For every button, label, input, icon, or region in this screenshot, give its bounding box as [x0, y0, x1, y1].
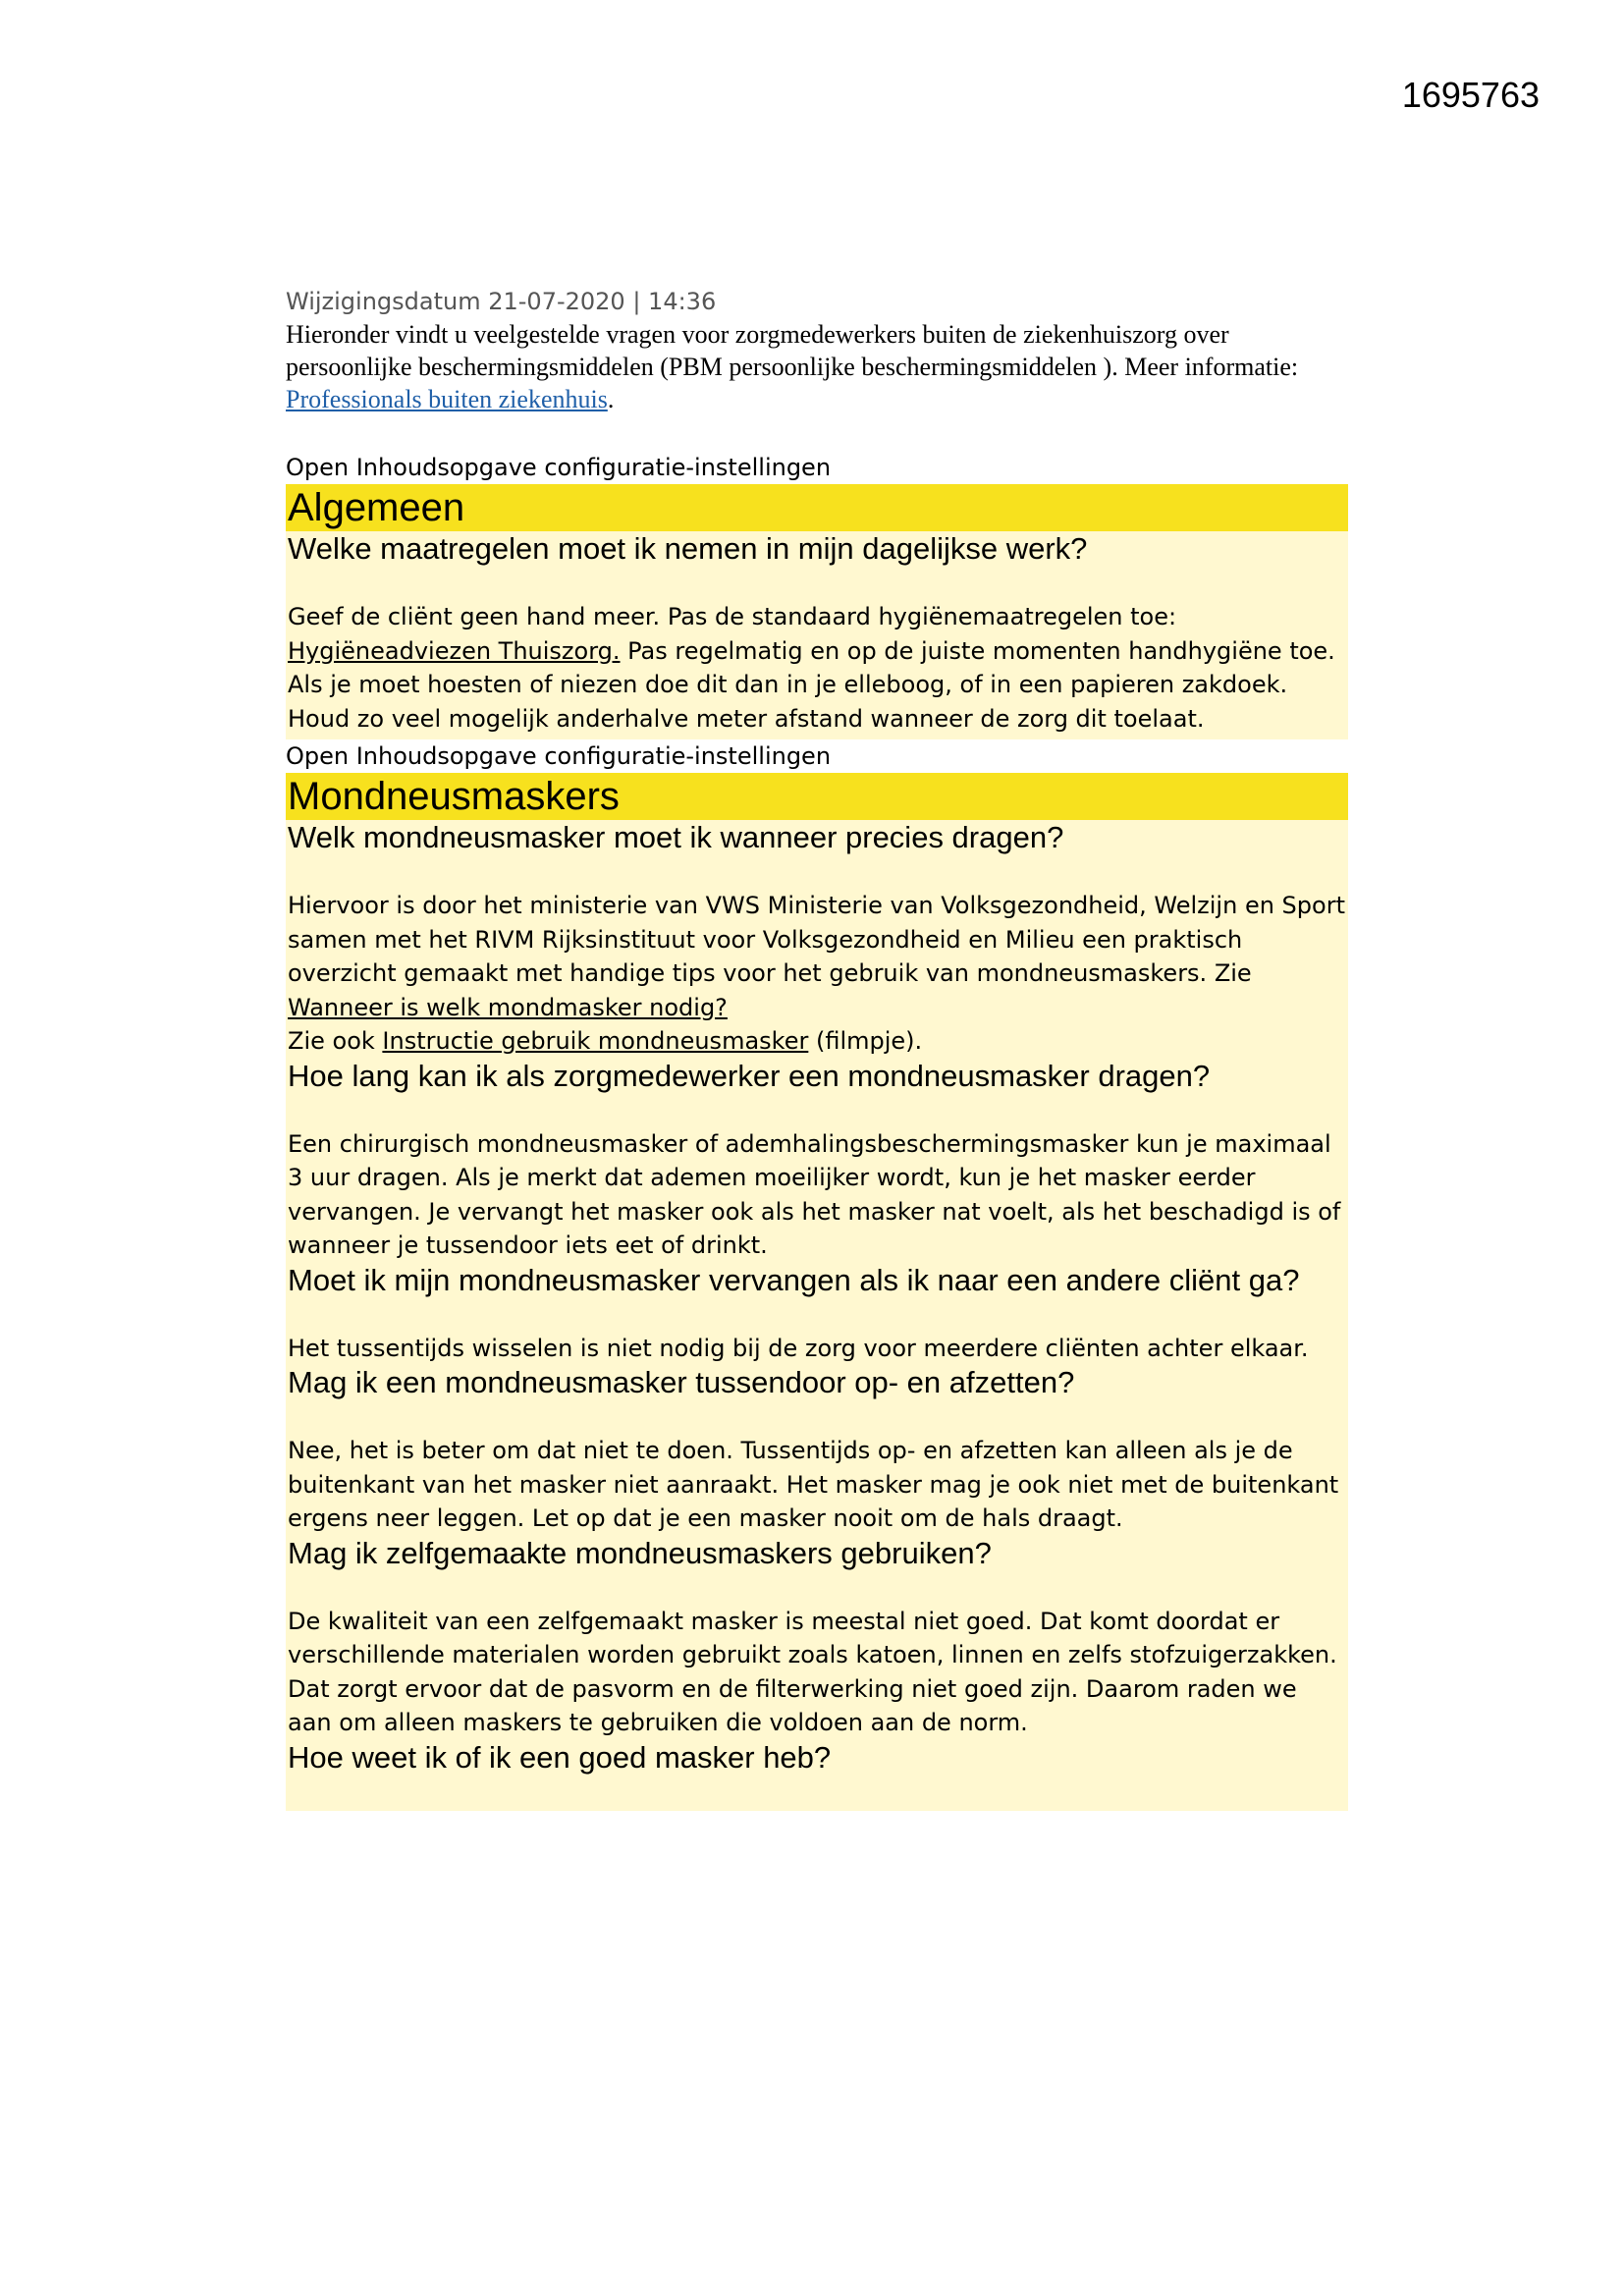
question: Welke maatregelen moet ik nemen in mijn dagelijkse werk? [288, 531, 1088, 566]
answer: Het tussentijds wisselen is niet nodig bij de zorg voor meerdere cliënten achter elkaar. [288, 1334, 1309, 1362]
professionals-link[interactable]: Professionals buiten ziekenhuis [286, 385, 608, 413]
section-title-mondneusmaskers: Mondneusmaskers [286, 773, 1348, 820]
answer: De kwaliteit van een zelfgemaakt masker is meestal niet goed. Dat komt doordat er verschillende materialen worden gebruikt zoals katoen, linnen en zelfs stofzuigerzakken. Dat zorgt ervoor dat de pasvorm en de filterwerking niet goed zijn. Daarom raden we aan om alleen maskers te gebruiken die voldoen aan de norm. [288, 1607, 1337, 1736]
question: Hoe lang kan ik als zorgmedewerker een mondneusmasker dragen? [288, 1058, 1211, 1093]
answer: Een chirurgisch mondneusmasker of ademhalingsbeschermingsmasker kun je maximaal 3 uur dragen. Als je merkt dat ademen moeilijker wordt, kun je het masker eerder vervangen. Je vervangt het masker ook als het masker nat voelt, als het beschadigd is of wanneer je tussendoor iets eet of drinkt. [288, 1129, 1341, 1259]
section-mondneusmaskers [286, 820, 1348, 1811]
document-id: 1695763 [1401, 75, 1540, 115]
intro-end: . [607, 385, 615, 413]
modification-date: Wijzigingsdatum 21-07-2020 | 14:36 [286, 288, 717, 315]
answer-text: Zie ook [288, 1027, 383, 1055]
answer-see-also [288, 1024, 1346, 1059]
section-title-algemeen: Algemeen [286, 484, 1348, 531]
answer: Nee, het is beter om dat niet te doen. Tussentijds op- en afzetten kan alleen als je de buitenkant van het masker niet aanraakt. Het masker mag je ook niet met de buitenkant ergens neer leggen. Let op dat je een masker nooit om de hals draagt. [288, 1437, 1339, 1532]
hygiene-advice-link[interactable]: Hygiëneadviezen Thuiszorg. [288, 636, 621, 665]
question: Hoe weet ik of ik een goed masker heb? [288, 1739, 832, 1775]
page-content [286, 285, 1348, 1811]
toc-toggle-algemeen[interactable]: Open Inhoudsopgave configuratie-instellingen [286, 454, 832, 481]
answer [288, 889, 1346, 1024]
answer [288, 600, 1346, 736]
answer-text: Geef de cliënt geen hand meer. Pas de standaard hygiënemaatregelen toe: [288, 603, 1177, 630]
question: Mag ik een mondneusmasker tussendoor op- en afzetten? [288, 1365, 1075, 1399]
which-mask-link[interactable]: Wanneer is welk mondmasker nodig? [288, 993, 728, 1021]
question: Moet ik mijn mondneusmasker vervangen als ik naar een andere cliënt ga? [288, 1262, 1300, 1297]
instruction-video-link[interactable]: Instructie gebruik mondneusmasker [382, 1027, 809, 1055]
question: Welk mondneusmasker moet ik wanneer precies dragen? [288, 820, 1064, 854]
answer-text: Hiervoor is door het ministerie van VWS Ministerie van Volksgezondheid, Welzijn en Sport samen met het RIVM Rijksinstituut voor Volksgezondheid en Milieu een praktisch overzicht gemaakt met handige tips voor het gebruik van mondneusmaskers. Zie [288, 892, 1345, 987]
section-algemeen [286, 531, 1348, 739]
toc-toggle-mondneusmaskers[interactable]: Open Inhoudsopgave configuratie-instellingen [286, 742, 832, 770]
intro-paragraph [286, 318, 1348, 415]
answer-text: (filmpje). [808, 1027, 923, 1055]
answer-text: Pas regelmatig en op de juiste momenten handhygiëne toe. Als je moet hoesten of niezen doe dit dan in je elleboog, of in een papieren zakdoek. Houd zo veel mogelijk anderhalve meter afstand wanneer de zorg dit toelaat. [288, 636, 1335, 733]
intro-text: Hieronder vindt u veelgestelde vragen voor zorgmedewerkers buiten de ziekenhuiszorg over persoonlijke beschermingsmiddelen (PBM persoonlijke beschermingsmiddelen ). Meer informatie: [286, 320, 1299, 381]
question: Mag ik zelfgemaakte mondneusmaskers gebruiken? [288, 1535, 992, 1570]
